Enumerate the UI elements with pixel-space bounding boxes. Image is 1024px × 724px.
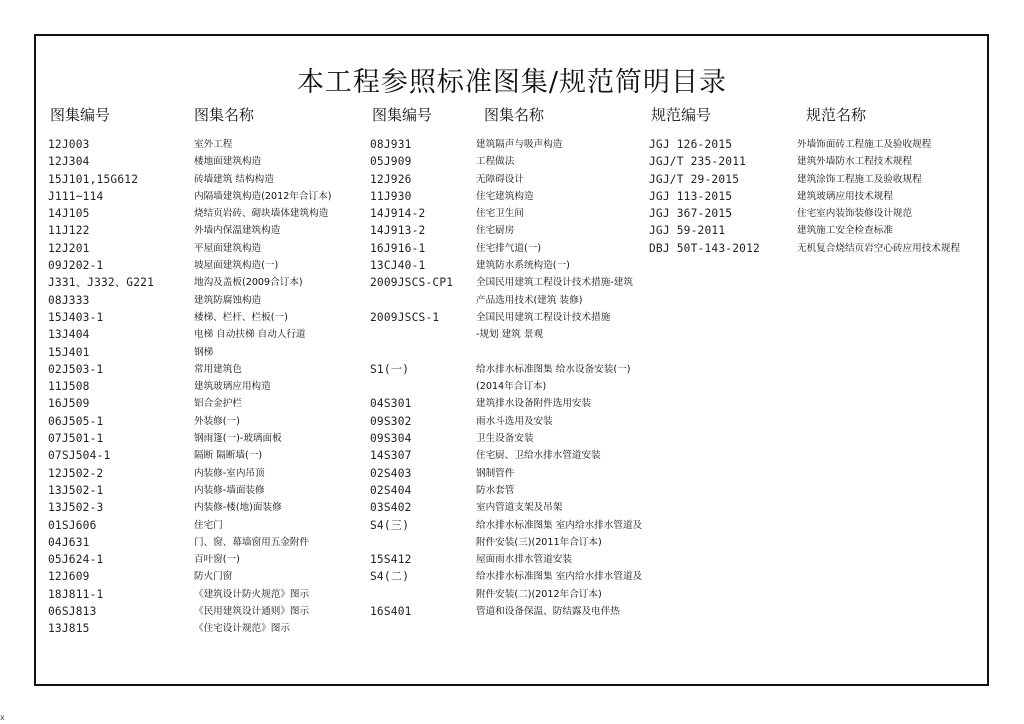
list-item: 18J811-1 [48, 587, 104, 601]
list-item: 全国民用建筑工程设计技术措施-建筑 [476, 277, 633, 289]
header-atlas-code-1: 图集编号 [50, 106, 111, 124]
list-item: 地沟及盖板(2009合订本) [194, 277, 303, 289]
list-item: 建筑防水系统构造(一) [476, 260, 570, 272]
list-item: 07SJ504-1 [48, 449, 111, 463]
list-item: 楼地面建筑构造 [194, 156, 262, 168]
list-item [476, 620, 642, 637]
list-item [370, 620, 453, 637]
list-item: 钢雨篷(一)-玻璃面板 [194, 433, 282, 445]
list-item: 楼梯、栏杆、栏板(一) [194, 311, 288, 323]
list-item: 15J101,15G612 [48, 172, 139, 186]
list-item: 16J916-1 [370, 241, 426, 255]
list-item: 砖墙建筑 结构构造 [194, 173, 274, 185]
list-item: 建筑玻璃应用构造 [194, 381, 271, 393]
list-item: 给水排水标准图集 给水设备安装(一) [476, 363, 631, 375]
list-item: JGJ/T 29-2015 [649, 172, 740, 186]
list-item: 13CJ40-1 [370, 259, 426, 273]
list-item: 无机复合烧结页岩空心砖应用技术规程 [797, 242, 961, 254]
spec-name-column [797, 136, 960, 257]
list-item: 09J202-1 [48, 259, 104, 273]
list-item [370, 534, 453, 551]
list-item: 14J914-2 [370, 207, 426, 221]
list-item: 09S302 [370, 414, 412, 428]
list-item: 内装修-楼(地)面装修 [194, 502, 282, 514]
list-item: 02S403 [370, 466, 412, 480]
list-item [370, 292, 453, 309]
list-item: 15J401 [48, 345, 90, 359]
list-item: 屋面雨水排水管道安装 [476, 554, 572, 566]
list-item: 12J304 [48, 155, 90, 169]
list-item: 建筑玻璃应用技术规程 [797, 190, 893, 202]
list-item: 烧结页岩砖、砌块墙体建筑构造 [194, 208, 329, 220]
corner-mark: x [0, 713, 5, 722]
list-item: 01SJ606 [48, 518, 97, 532]
list-item: 防水套管 [476, 484, 515, 496]
list-item: 16J509 [48, 397, 90, 411]
list-item: 隔断 隔断墙(一) [194, 450, 263, 462]
list-item: 建筑排水设备附件选用安装 [476, 398, 592, 410]
atlas-code-column-2 [370, 136, 453, 638]
list-item: 09S304 [370, 432, 412, 446]
list-item: 建筑外墙防水工程技术规程 [797, 156, 913, 168]
list-item: 13J502-1 [48, 483, 104, 497]
list-item: 08J333 [48, 293, 90, 307]
list-item: 附件安装(三)(2011年合订本) [476, 536, 602, 548]
list-item: 15J403-1 [48, 310, 104, 324]
list-item: 全国民用建筑工程设计技术措施 [476, 311, 611, 323]
atlas-name-column-2 [476, 136, 642, 638]
list-item: 12J003 [48, 138, 90, 151]
list-item: 管道和设备保温、防结露及电伴热 [476, 606, 620, 618]
list-item: 电梯 自动扶梯 自动人行道 [194, 329, 306, 341]
list-item: 14J913-2 [370, 224, 426, 238]
list-item: 给水排水标准图集 室内给水排水管道及 [476, 519, 643, 531]
list-item: 《建筑设计防火规范》图示 [194, 588, 310, 600]
list-item: 11J122 [48, 224, 90, 238]
list-item: 百叶窗(一) [194, 554, 240, 566]
header-atlas-name-1: 图集名称 [194, 106, 255, 124]
list-item: 外装修(一) [194, 415, 240, 427]
list-item: 13J404 [48, 328, 90, 342]
list-item: 住宅厨房 [476, 225, 515, 237]
list-item: 工程做法 [476, 156, 515, 168]
list-item [370, 326, 453, 343]
list-item: 住宅排气道(一) [476, 242, 542, 254]
list-item: 04J631 [48, 535, 90, 549]
header-spec-code: 规范编号 [651, 106, 712, 124]
list-item: 住宅建筑构造 [476, 190, 534, 202]
list-item: 《住宅设计规范》图示 [194, 623, 290, 635]
list-item: 建筑防腐蚀构造 [194, 294, 262, 306]
list-item: 防火门窗 [194, 571, 233, 583]
list-item: 03S402 [370, 501, 412, 515]
list-item: 02S404 [370, 483, 412, 497]
list-item: 建筑涂饰工程施工及验收规程 [797, 173, 922, 185]
list-item: 坡屋面建筑构造(一) [194, 260, 279, 272]
list-item: JGJ 126-2015 [649, 138, 733, 151]
list-item: J111~114 [48, 189, 104, 203]
list-item: 14J105 [48, 207, 90, 221]
list-item: 13J815 [48, 622, 90, 636]
list-item: 钢梯 [194, 346, 214, 358]
list-item: 钢制管件 [476, 467, 515, 479]
list-item: 室内管道支架及吊架 [476, 502, 563, 514]
list-item: 住宅门 [194, 519, 223, 531]
list-item: 产品选用技术(建筑 装修) [476, 294, 583, 306]
list-item: 卫生设备安装 [476, 433, 534, 445]
list-item: 室外工程 [194, 139, 233, 150]
list-item [476, 344, 642, 361]
list-item: 05J909 [370, 155, 412, 169]
list-item: 铝合金护栏 [194, 398, 242, 410]
list-item: JGJ/T 235-2011 [649, 155, 747, 169]
list-item: 外墙内保温建筑构造 [194, 225, 281, 237]
list-item: 14S307 [370, 449, 412, 463]
header-spec-name: 规范名称 [806, 106, 867, 124]
list-item [370, 378, 453, 395]
list-item: 内隔墙建筑构造(2012年合订本) [194, 190, 332, 202]
list-item: 平屋面建筑构造 [194, 242, 262, 254]
list-item: 门、窗、幕墙窗用五金附件 [194, 536, 310, 548]
list-item: 住宅室内装饰装修设计规范 [797, 208, 913, 220]
header-atlas-code-2: 图集编号 [372, 106, 433, 124]
list-item: 16S401 [370, 605, 412, 619]
list-item [370, 344, 453, 361]
list-item: 给水排水标准图集 室内给水排水管道及 [476, 571, 643, 583]
list-item [370, 586, 453, 603]
list-item: 外墙饰面砖工程施工及验收规程 [797, 139, 932, 150]
list-item: 住宅卫生间 [476, 208, 524, 220]
list-item: S4(三) [370, 518, 410, 532]
list-item: 住宅厨、卫给水排水管道安装 [476, 450, 601, 462]
list-item: 常用建筑色 [194, 363, 242, 375]
list-item: 06J505-1 [48, 414, 104, 428]
list-item: 07J501-1 [48, 432, 104, 446]
list-item: 附件安装(二)(2012年合订本) [476, 588, 602, 600]
atlas-name-column-1 [194, 136, 331, 638]
list-item: S4(二) [370, 570, 410, 584]
list-item: 12J201 [48, 241, 90, 255]
list-item: JGJ 367-2015 [649, 207, 733, 221]
list-item: 11J930 [370, 189, 412, 203]
list-item: 内装修-室内吊顶 [194, 467, 265, 479]
list-item: 建筑隔声与吸声构造 [476, 139, 563, 150]
list-item: -规划 建筑 景观 [476, 329, 544, 341]
list-item: 02J503-1 [48, 362, 104, 376]
list-item: 2009JSCS-CP1 [370, 276, 454, 290]
list-item: 13J502-3 [48, 501, 104, 515]
list-item: 04S301 [370, 397, 412, 411]
list-item: 雨水斗选用及安装 [476, 415, 553, 427]
spec-code-column [649, 136, 760, 257]
list-item: 内装修-墙面装修 [194, 484, 265, 496]
list-item: 建筑施工安全检查标准 [797, 225, 893, 237]
list-item: (2014年合订本) [476, 381, 547, 393]
list-item: 15S412 [370, 553, 412, 567]
list-item: 05J624-1 [48, 553, 104, 567]
list-item: J331、J332、G221 [48, 276, 155, 290]
list-item: 11J508 [48, 380, 90, 394]
header-atlas-name-2: 图集名称 [484, 106, 545, 124]
list-item: 12J926 [370, 172, 412, 186]
atlas-code-column-1 [48, 136, 154, 638]
list-item: JGJ 113-2015 [649, 189, 733, 203]
page-title: 本工程参照标准图集/规范简明目录 [296, 67, 728, 98]
list-item: JGJ 59-2011 [649, 224, 726, 238]
list-item: 无障碍设计 [476, 173, 524, 185]
list-item: S1(一) [370, 362, 410, 376]
list-item: 06SJ813 [48, 605, 97, 619]
list-item: 2009JSCS-1 [370, 310, 440, 324]
list-item: 08J931 [370, 138, 412, 151]
list-item: 《民用建筑设计通则》图示 [194, 606, 310, 618]
list-item: 12J609 [48, 570, 90, 584]
list-item: DBJ 50T-143-2012 [649, 241, 760, 255]
list-item: 12J502-2 [48, 466, 104, 480]
